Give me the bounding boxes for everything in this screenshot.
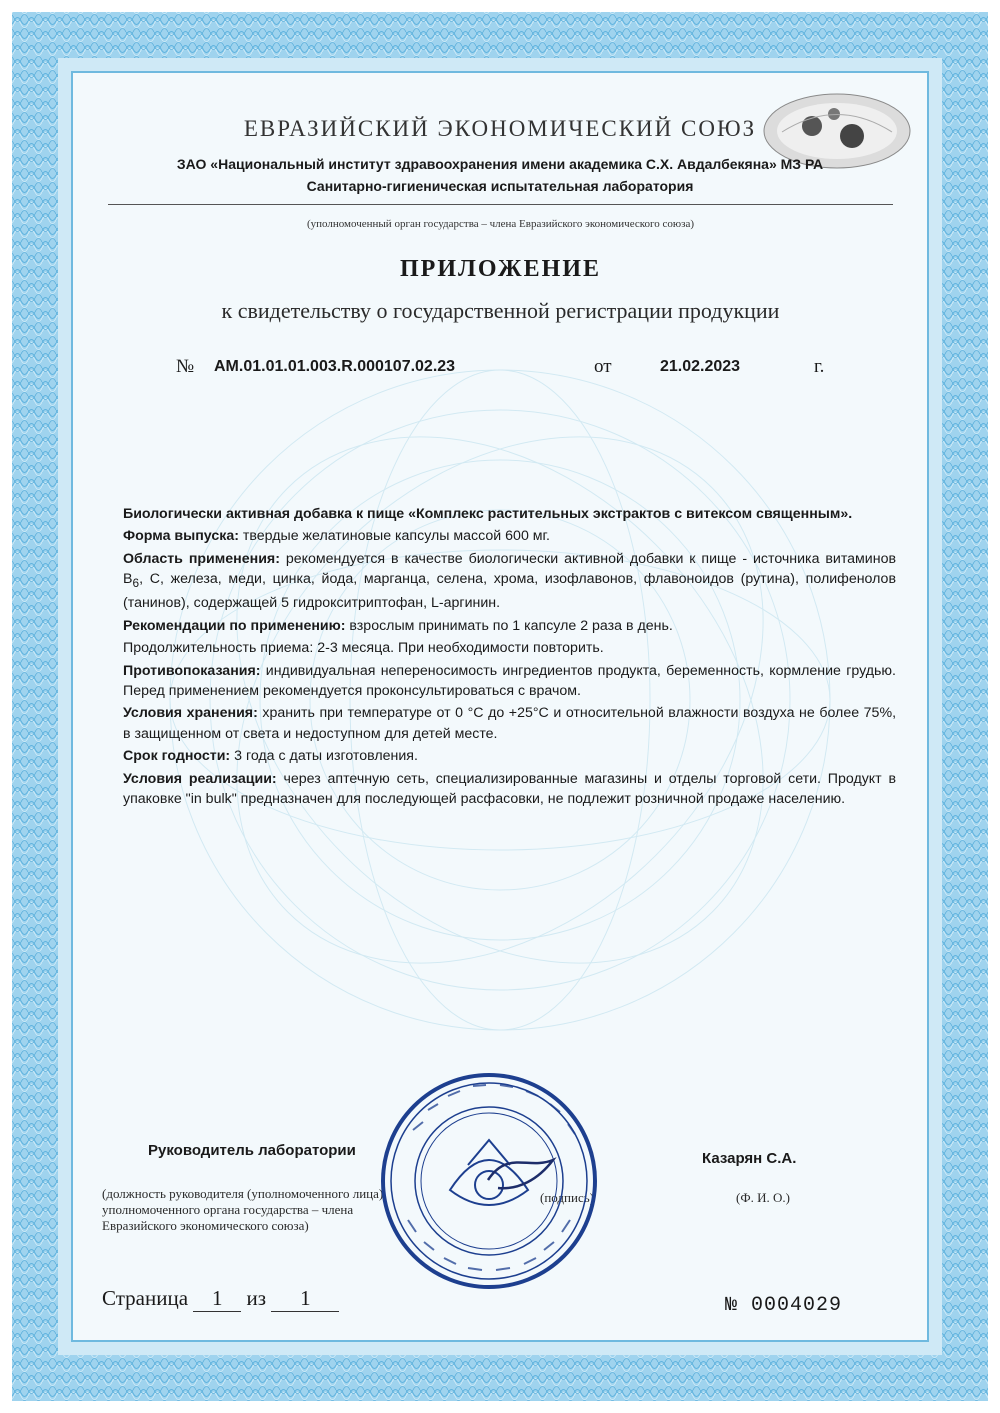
product-name: Биологически активная добавка к пище «Комплекс растительных экстрактов с витексом священным». xyxy=(123,506,853,522)
from-label: от xyxy=(594,356,612,377)
official-stamp xyxy=(378,1070,600,1292)
registration-date: 21.02.2023 xyxy=(660,358,741,375)
header-divider xyxy=(108,204,893,205)
product-description xyxy=(123,504,896,812)
page-counter xyxy=(102,1286,339,1312)
number-sign: № xyxy=(176,356,195,377)
duration-row: Продолжительность приема: 2-3 месяца. При необходимости повторить. xyxy=(123,640,604,657)
sign-note: (подпись) xyxy=(540,1190,594,1205)
registration-number: AM.01.01.01.003.R.000107.02.23 xyxy=(214,358,456,375)
storage-row: Условия хранения: хранить при температуре от 0 °С до +25°С и относительной влажности воздуха не более 75%, в защищенном от света и недоступном для детей месте. xyxy=(123,705,897,742)
certificate-number: № 0004029 xyxy=(725,1294,843,1317)
form-row: Форма выпуска: твердые желатиновые капсулы массой 600 мг. xyxy=(123,528,550,545)
authority-note: (уполномоченный орган государства – члена Евразийского экономического союза) xyxy=(306,218,694,230)
document-subtitle: к свидетельству о государственной регистрации продукции xyxy=(221,298,780,323)
page-total: 1 xyxy=(271,1286,339,1312)
year-suffix: г. xyxy=(814,356,825,377)
document-title: ПРИЛОЖЕНИЕ xyxy=(399,256,602,282)
sale-row: Условия реализации: через аптечную сеть, специализированные магазины и отделы торговой сети. Продукт в упаковке "in bulk" предназначен для последующей расфасовки, не подлежит розничной продаже населению. xyxy=(123,770,896,808)
scope-row: Область применения: рекомендуется в качестве биологически активной добавки к пище - источника витаминов $В_6$, С, железа, меди, цинка, йода, марганца, селена, хрома, изофлавонов, флавоноидов (рутина), полифенолов (танинов), содержащей 5 гидрокситриптофан, L-аргинин. xyxy=(123,550,896,612)
institute-name: ЗАО «Национальный институт здравоохранения имени академика С.Х. Авдалбекяна» МЗ РА xyxy=(176,156,824,172)
position-note: (должность руководителя (уполномоченного лица) уполномоченного органа государства – члена Евразийского экономического союза) xyxy=(102,1186,384,1233)
signatory-position: Руководитель лаборатории xyxy=(148,1142,356,1159)
page-label: Страница xyxy=(102,1286,189,1310)
fio-note: (Ф. И. О.) xyxy=(736,1190,790,1205)
union-heading: ЕВРАЗИЙСКИЙ ЭКОНОМИЧЕСКИЙ СОЮЗ xyxy=(243,116,757,141)
signatory-name: Казарян С.А. xyxy=(702,1150,797,1167)
usage-row: Рекомендации по применению: взрослым принимать по 1 капсуле 2 раза в день. xyxy=(123,617,673,634)
shelf-row: Срок годности: 3 года с даты изготовления. xyxy=(123,748,418,765)
page-current: 1 xyxy=(193,1286,241,1312)
laboratory-name: Санитарно-гигиеническая испытательная лаборатория xyxy=(306,178,694,194)
of-label: из xyxy=(246,1286,267,1310)
contra-row: Противопоказания: индивидуальная непереносимость ингредиентов продукта, беременность, кормление грудью. Перед применением рекомендуется проконсультироваться с врачом. xyxy=(123,662,896,700)
